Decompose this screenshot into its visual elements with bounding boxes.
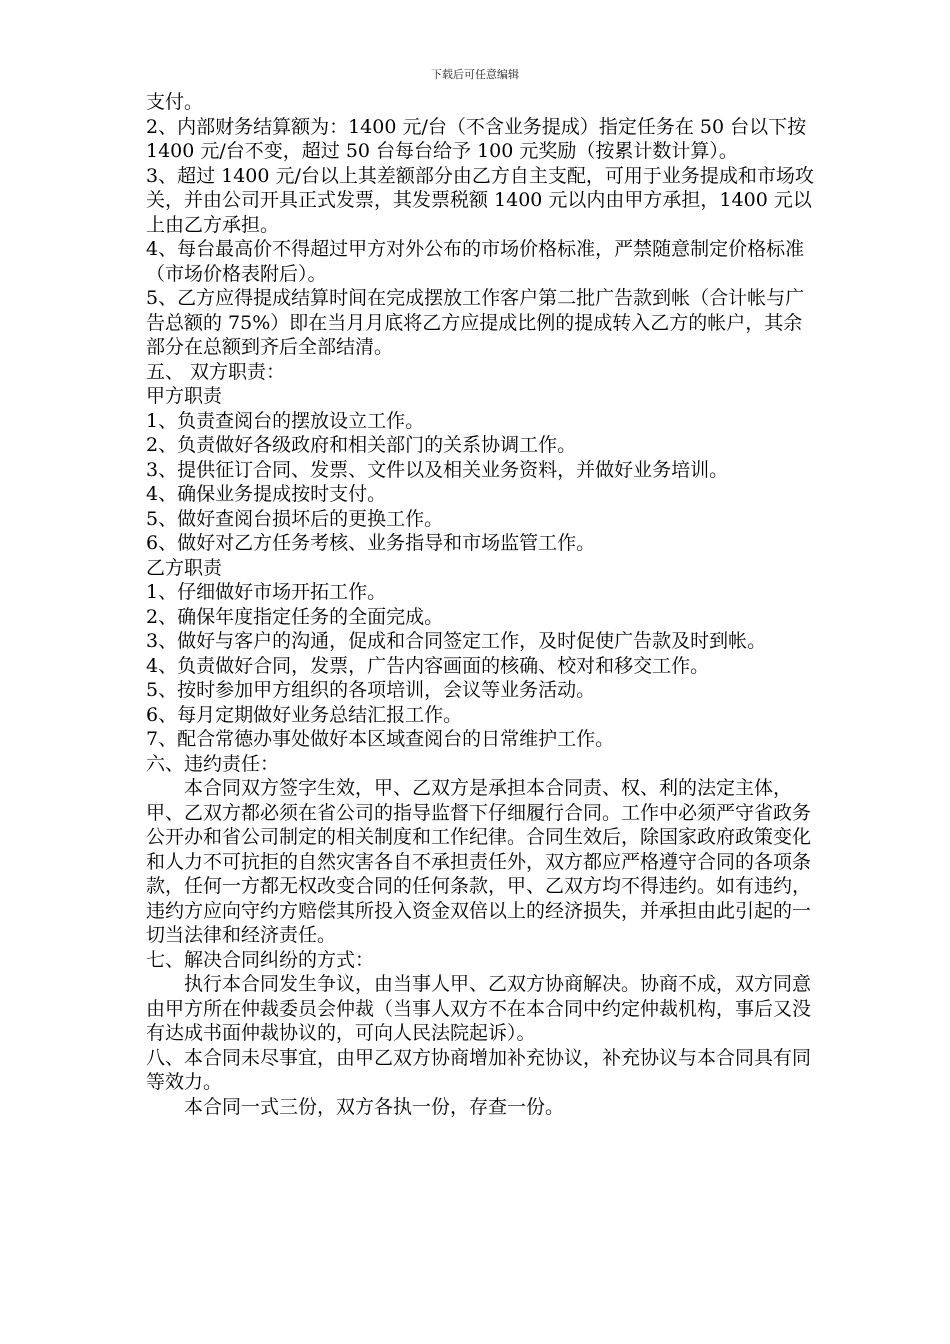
paragraph: 执行本合同发生争议，由当事人甲、乙双方协商解决。协商不成，双方同意由甲方所在仲裁委员会仲裁（当事人双方不在本合同中约定仲裁机构，事后又没有达成书面仲裁协议的，可向人民法院起诉）。 (146, 973, 812, 1044)
paragraph: 本合同双方签字生效，甲、乙双方是承担本合同责、权、利的法定主体，甲、乙双方都必须在省公司的指导监督下仔细履行合同。工作中必须严守省政务公开办和省公司制定的相关制度和工作纪律。合同生效后，除国家政府政策变化和人力不可抗拒的自然灾害各自不承担责任外，双方都应严格遵守合同的各项条款，任何一方都无权改变合同的任何条款，甲、乙双方均不得违约。如有违约，违约方应向守约方赔偿其所投入资金双倍以上的经济损失，并承担由此引起的一切当法律和经济责任。 (146, 777, 812, 946)
list-item: 7、配合常德办事处做好本区域查阅台的日常维护工作。 (146, 728, 615, 750)
paragraph: 2、内部财务结算额为：1400 元/台（不含业务提成）指定任务在 50 台以下按 1400 元/台不变，超过 50 台每台给予 100 元奖励（按累计数计算）。 (146, 115, 807, 162)
paragraph: 3、超过 1400 元/台以上其差额部分由乙方自主支配，可用于业务提成和市场攻关，并由公司开具正式发票，其发票税额 1400 元以内由甲方承担，1400 元以上由乙方承担。 (146, 164, 814, 236)
section-heading: 五、 双方职责： (146, 360, 286, 383)
list-item: 3、做好与客户的沟通，促成和合同签定工作，及时促使广告款及时到帐。 (146, 630, 767, 652)
list-item: 6、每月定期做好业务总结汇报工作。 (146, 703, 463, 726)
list-item: 4、负责做好合同，发票，广告内容画面的核确、校对和移交工作。 (146, 654, 710, 677)
subsection-heading: 乙方职责 (146, 556, 223, 579)
list-item: 6、做好对乙方任务考核、业务指导和市场监管工作。 (146, 532, 596, 554)
list-item: 5、做好查阅台损坏后的更换工作。 (146, 507, 444, 530)
list-item: 2、负责做好各级政府和相关部门的关系协调工作。 (146, 434, 577, 456)
page-header: 下载后可任意编辑 (431, 68, 519, 81)
list-item: 3、提供征订合同、发票、文件以及相关业务资料，并做好业务培训。 (146, 458, 729, 481)
paragraph: 4、每台最高价不得超过甲方对外公布的市场价格标准，严禁随意制定价格标准（市场价格表附后）。 (146, 238, 805, 285)
paragraph: 5、乙方应得提成结算时间在完成摆放工作客户第二批广告款到帐（合计帐与广告总额的 75%）即在当月月底将乙方应提成比例的提成转入乙方的帐户，其余部分在总额到齐后全部结清。 (146, 287, 805, 358)
list-item: 1、负责查阅台的摆放设立工作。 (146, 409, 425, 432)
list-item: 4、确保业务提成按时支付。 (146, 483, 387, 505)
list-item: 2、确保年度指定任务的全面完成。 (146, 605, 444, 628)
paragraph: 支付。 (146, 91, 204, 113)
subsection-heading: 甲方职责 (146, 385, 223, 407)
section-heading: 六、违约责任： (146, 752, 280, 775)
list-item: 1、仔细做好市场开拓工作。 (146, 581, 387, 603)
section-heading: 七、解决合同纠纷的方式： (146, 948, 375, 971)
paragraph: 本合同一式三份，双方各执一份，存查一份。 (184, 1095, 565, 1118)
document-body (146, 90, 818, 1119)
list-item: 5、按时参加甲方组织的各项培训，会议等业务活动。 (146, 679, 596, 701)
section-heading: 八、本合同未尽事宜，由甲乙双方协商增加补充协议，补充协议与本合同具有同等效力。 (146, 1046, 812, 1093)
